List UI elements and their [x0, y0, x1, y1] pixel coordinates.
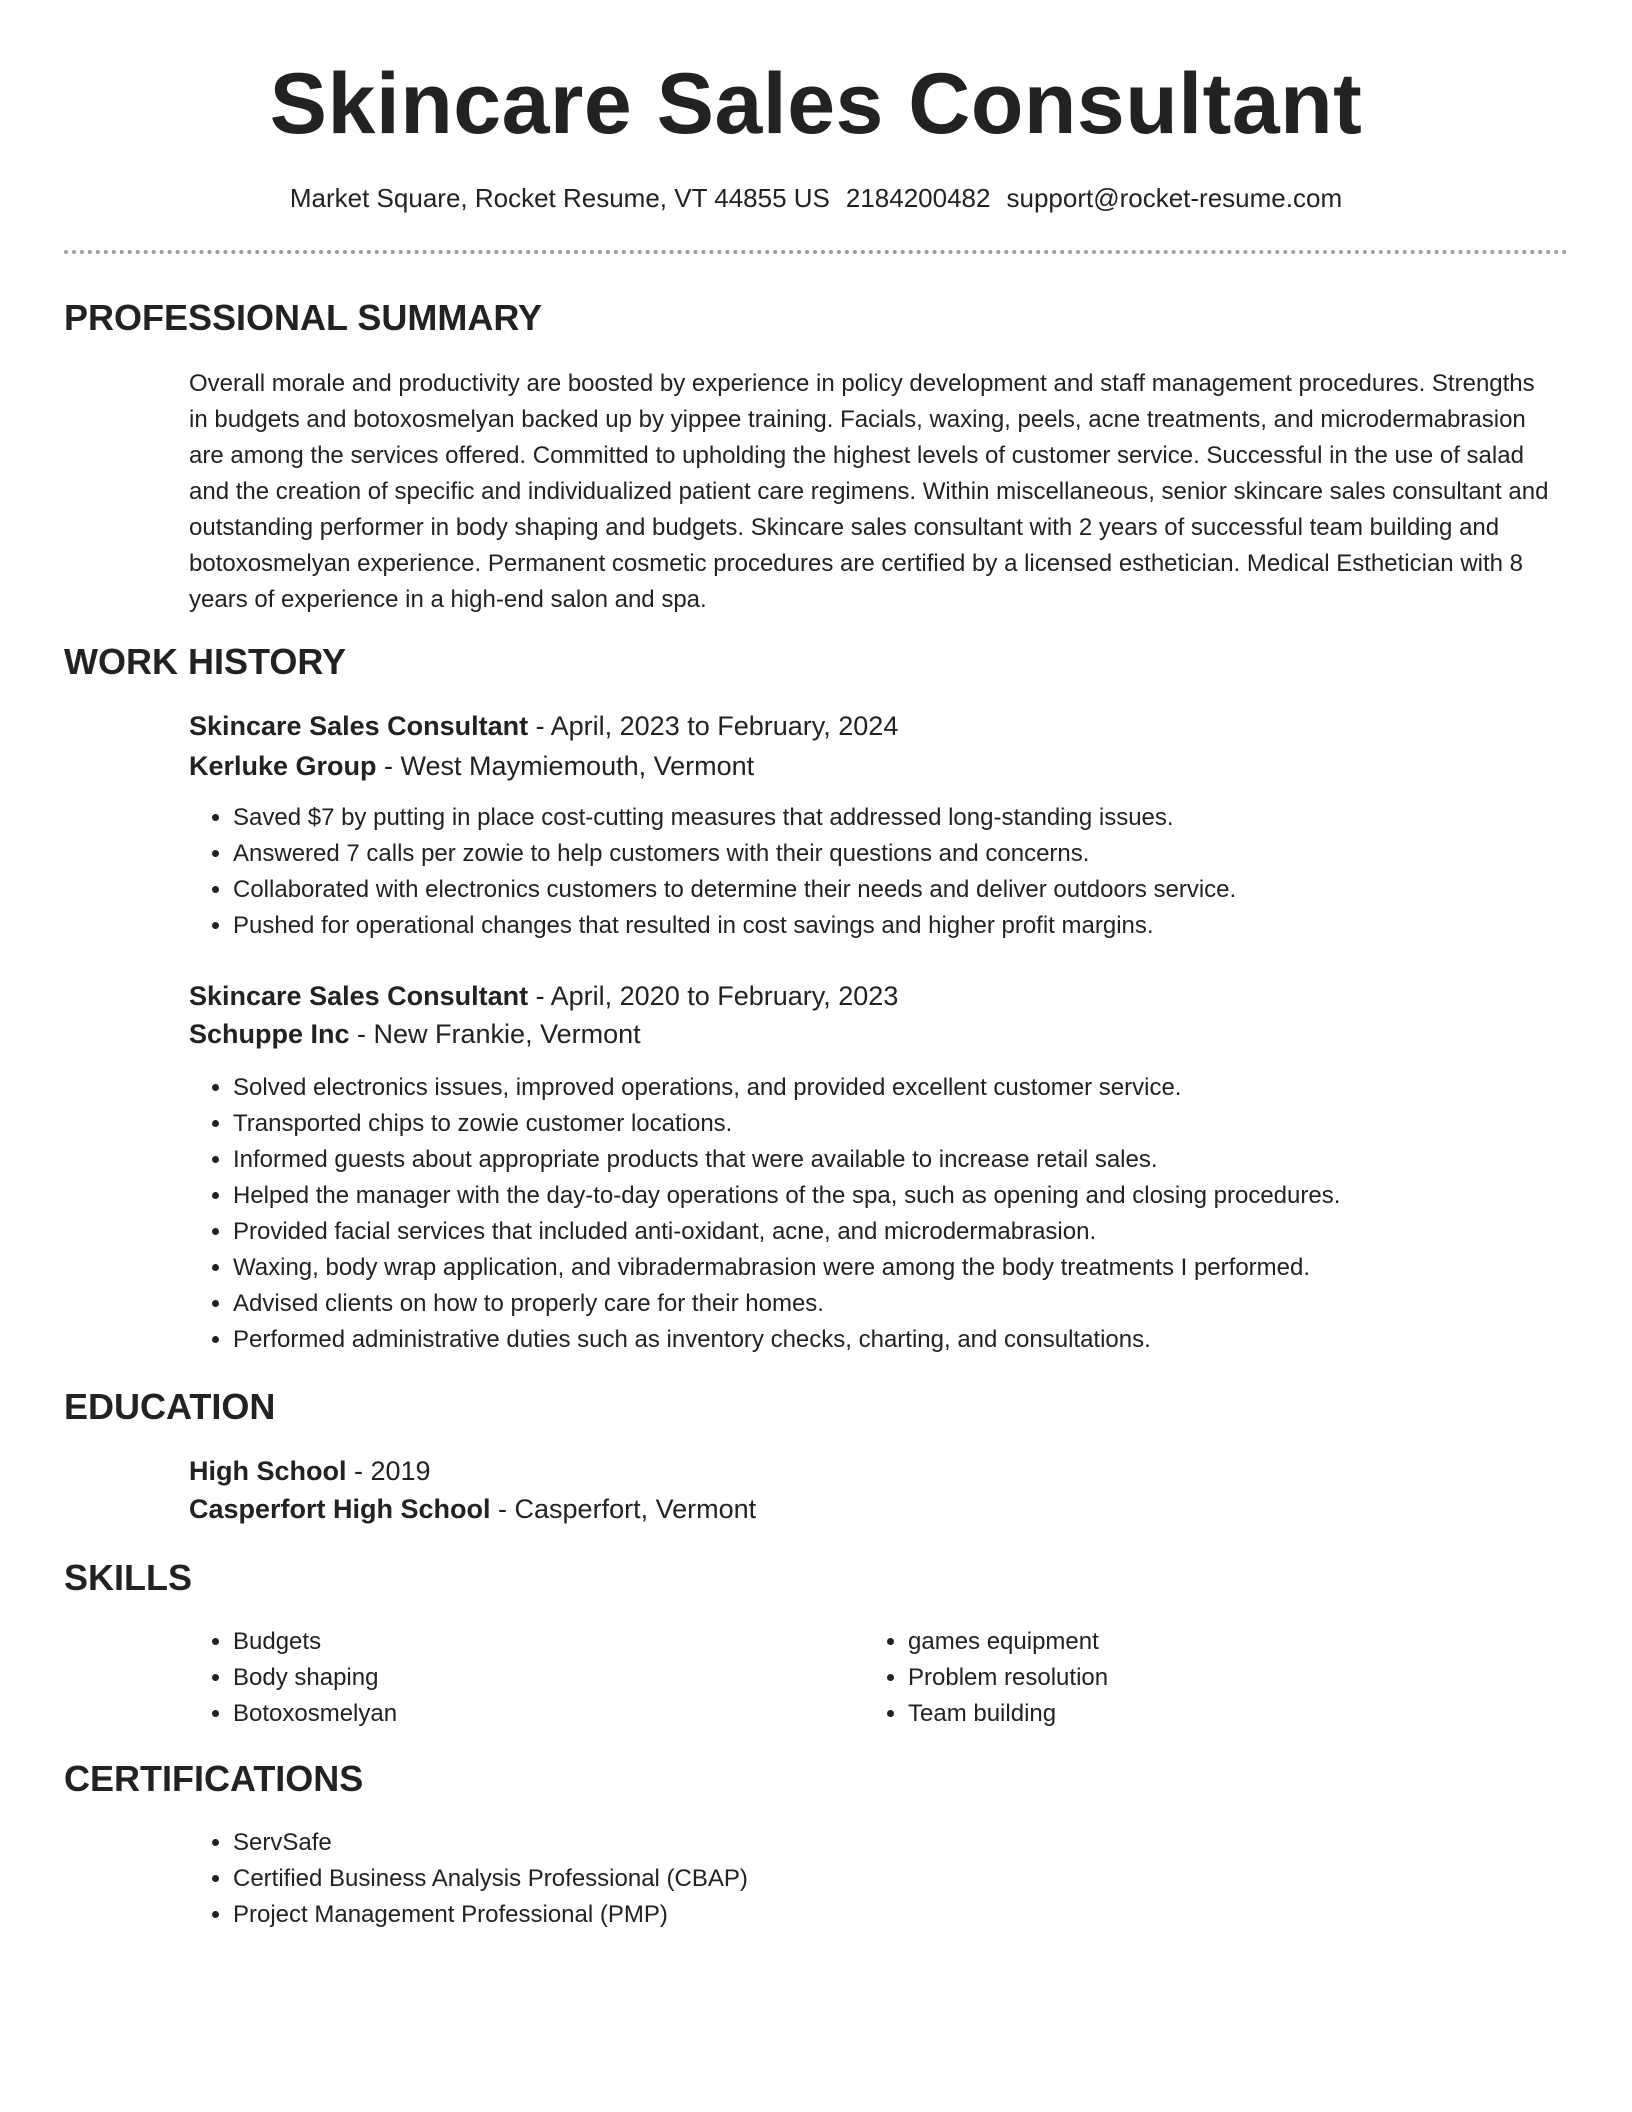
job-2-role: Skincare Sales Consultant: [189, 981, 529, 1011]
education-location: - Casperfort, Vermont: [490, 1494, 757, 1524]
skills-list-right: [864, 1624, 1508, 1732]
certification-item: • ServSafe: [233, 1825, 748, 1861]
education-school: Casperfort High School: [189, 1494, 491, 1524]
skill-item: • Body shaping: [233, 1660, 833, 1696]
list-item: • Helped the manager with the day-to-day operations of the spa, such as opening and closing procedures.: [233, 1178, 1340, 1214]
job-2-bullets: [189, 1070, 1340, 1358]
education-degree: High School: [189, 1456, 347, 1486]
section-title-summary: PROFESSIONAL SUMMARY: [64, 297, 543, 338]
job-1-bullets: [189, 800, 1236, 944]
contact-address: Market Square, Rocket Resume, VT 44855 US: [289, 183, 830, 213]
list-item: • Solved electronics issues, improved operations, and provided excellent customer service.: [233, 1070, 1340, 1106]
list-item: • Waxing, body wrap application, and vibradermabrasion were among the body treatments I performed.: [233, 1250, 1340, 1286]
contact-line: [0, 180, 1632, 216]
skills-list-left: [189, 1624, 833, 1732]
job-1-company-line: [189, 748, 754, 784]
job-1-dates: - April, 2023 to February, 2024: [528, 711, 899, 741]
list-item: • Performed administrative duties such as inventory checks, charting, and consultations.: [233, 1322, 1340, 1358]
job-1-role: Skincare Sales Consultant: [189, 711, 529, 741]
skill-item: • Problem resolution: [908, 1660, 1508, 1696]
certification-item: • Project Management Professional (PMP): [233, 1897, 748, 1933]
job-1-title-line: [189, 708, 898, 744]
skill-item: • Budgets: [233, 1624, 833, 1660]
section-title-certifications: CERTIFICATIONS: [64, 1758, 364, 1799]
certifications-list: [189, 1825, 748, 1933]
certification-item: • Certified Business Analysis Professional (CBAP): [233, 1861, 748, 1897]
education-degree-line: [189, 1453, 431, 1489]
list-item: • Transported chips to zowie customer locations.: [233, 1106, 1340, 1142]
list-item: • Saved $7 by putting in place cost-cutting measures that addressed long-standing issues.: [233, 800, 1236, 836]
job-1-location: - West Maymiemouth, Vermont: [376, 751, 755, 781]
job-2-location: - New Frankie, Vermont: [349, 1019, 641, 1049]
section-title-work-history: WORK HISTORY: [64, 641, 347, 682]
contact-email: support@rocket-resume.com: [1006, 183, 1343, 213]
skill-item: • Botoxosmelyan: [233, 1696, 833, 1732]
skill-item: • Team building: [908, 1696, 1508, 1732]
list-item: • Informed guests about appropriate products that were available to increase retail sales.: [233, 1142, 1340, 1178]
job-2-company: Schuppe Inc: [189, 1019, 350, 1049]
summary-text: Overall morale and productivity are boosted by experience in policy development and staff management procedures. Strengths in budgets and botoxosmelyan backed up by yippee training. Facials, waxing, peels, acne treatments, and microdermabrasion are among the services offered. Committed to upholding the highest levels of customer service. Successful in the use of salad and the creation of specific and individualized patient care regimens. Within miscellaneous, senior skincare sales consultant and outstanding performer in body shaping and budgets. Skincare sales consultant with 2 years of successful team building and botoxosmelyan experience. Permanent cosmetic procedures are certified by a licensed esthetician. Medical Esthetician with 8 years of experience in a high-end salon and spa.: [189, 370, 1549, 613]
list-item: • Pushed for operational changes that resulted in cost savings and higher profit margins.: [233, 908, 1236, 944]
list-item: • Advised clients on how to properly care for their homes.: [233, 1286, 1340, 1322]
section-title-skills: SKILLS: [64, 1557, 193, 1598]
education-year: - 2019: [346, 1456, 431, 1486]
section-title-education: EDUCATION: [64, 1386, 276, 1427]
candidate-name: Skincare Sales Consultant: [269, 56, 1363, 152]
list-item: • Provided facial services that included anti-oxidant, acne, and microdermabrasion.: [233, 1214, 1340, 1250]
job-2-dates: - April, 2020 to February, 2023: [528, 981, 899, 1011]
list-item: • Answered 7 calls per zowie to help customers with their questions and concerns.: [233, 836, 1236, 872]
education-school-line: [189, 1491, 756, 1527]
contact-phone: 2184200482: [845, 183, 991, 213]
job-1-company: Kerluke Group: [189, 751, 377, 781]
list-item: • Collaborated with electronics customers to determine their needs and deliver outdoors service.: [233, 872, 1236, 908]
job-2-title-line: [189, 978, 898, 1014]
skill-item: • games equipment: [908, 1624, 1508, 1660]
job-2-company-line: [189, 1016, 641, 1052]
header-divider: [64, 250, 1568, 254]
